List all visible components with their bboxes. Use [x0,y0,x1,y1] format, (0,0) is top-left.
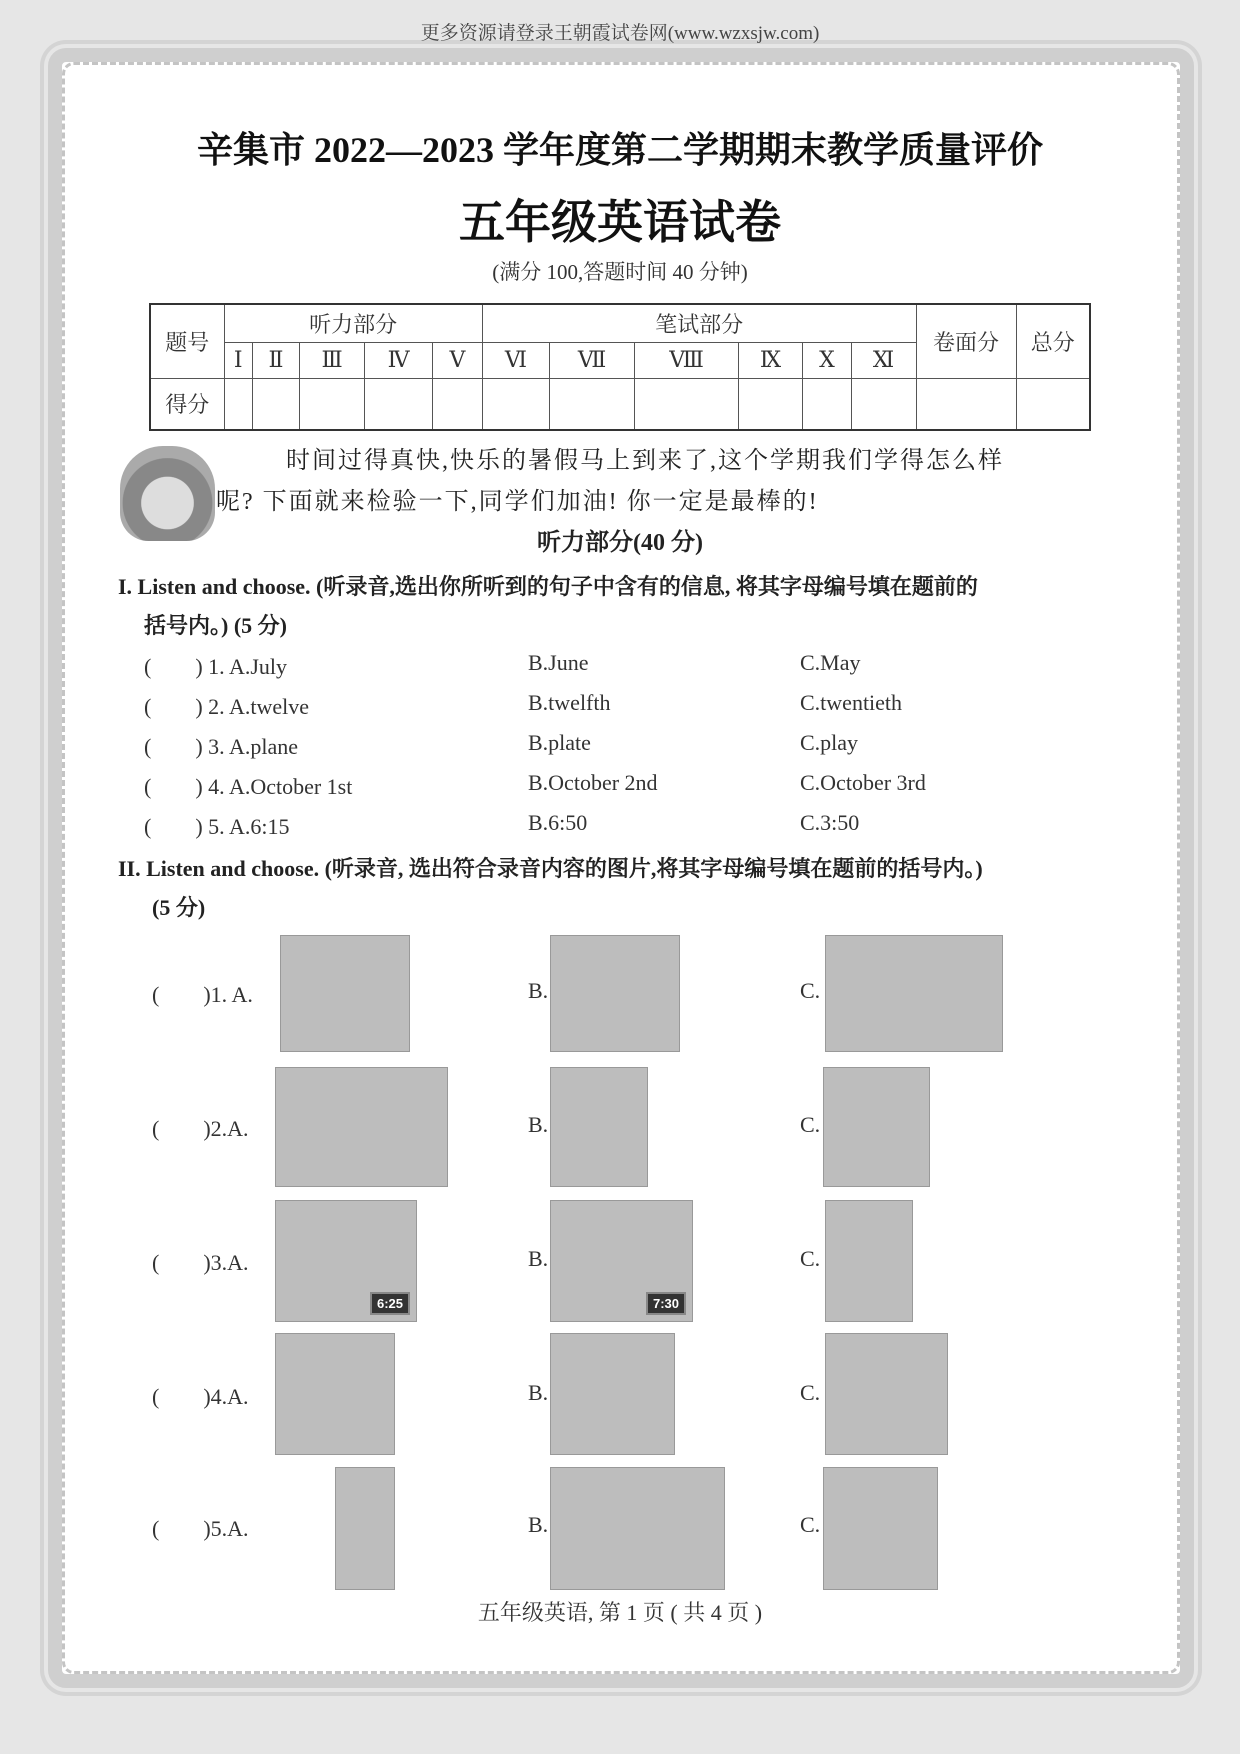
section-numeral: Ⅱ [253,342,300,378]
answer-option-c: C.twentieth [800,690,903,715]
picture-5-b [550,1467,725,1590]
score-cell[interactable] [916,378,1016,430]
neatness-header: 卷面分 [916,304,1016,378]
picture-4-a [275,1333,395,1455]
answer-option-b: B.October 2nd [528,770,658,795]
section-title: 听力部分(40 分) [537,530,703,556]
picture-5-a [335,1467,395,1590]
picture-4-c [825,1333,948,1455]
total-header: 总分 [1016,304,1090,378]
picture-option-label: B. [528,1512,549,1537]
answer-option-b: B.plate [528,730,591,755]
q2-heading [118,852,983,883]
picture-option-label: B. [528,978,549,1003]
picture-3-a [275,1200,417,1322]
intro-line-2: 呢? 下面就来检验一下,同学们加油! 你一定是最棒的! [216,489,819,515]
section-numeral: Ⅴ [432,342,482,378]
picture-2-b [550,1067,648,1187]
answer-option-b: B.June [528,650,589,675]
answer-option-a: ( ) 4. A.October 1st [144,774,353,799]
q1-instruction-2: 括号内。) (5 分) [144,613,287,638]
answer-option-c: C.3:50 [800,810,860,835]
answer-option-a: ( ) 3. A.plane [144,734,298,759]
score-cell[interactable] [224,378,253,430]
picture-option-label: ( )2.A. [152,1116,249,1141]
page-footer: 五年级英语, 第 1 页 ( 共 4 页 ) [477,1600,763,1625]
score-cell[interactable] [549,378,634,430]
exam-title: 辛集市 2022—2023 学年度第二学期期末教学质量评价 [196,130,1043,170]
picture-5-c [823,1467,938,1590]
picture-option-label: B. [528,1380,549,1405]
writing-header: 笔试部分 [482,304,916,342]
answer-option-c: C.play [800,730,859,755]
exam-subject-title: 五年级英语试卷 [459,197,781,248]
answer-option-a: ( ) 5. A.6:15 [144,814,290,839]
score-table [149,303,1091,431]
answer-option-a: ( ) 2. A.twelve [144,694,309,719]
picture-option-label: C. [800,1246,821,1271]
picture-4-b [550,1333,675,1455]
picture-option-label: C. [800,1112,821,1137]
picture-2-c [823,1067,930,1187]
score-cell[interactable] [635,378,738,430]
section-numeral: Ⅹ [803,342,851,378]
clock-display: 6:25 [370,1292,410,1315]
section-numeral: Ⅸ [738,342,803,378]
q1-instruction: (听录音,选出你所听到的句子中含有的信息, 将其字母编号填在题前的 [316,574,978,599]
score-cell[interactable] [299,378,364,430]
score-cell[interactable] [851,378,916,430]
score-label: 得分 [150,378,224,430]
score-cell[interactable] [365,378,433,430]
picture-3-b [550,1200,693,1322]
watermark: 更多资源请登录王朝霞试卷网(www.wzxsjw.com) [420,23,820,44]
picture-option-label: C. [800,1380,821,1405]
picture-option-label: ( )3.A. [152,1250,249,1275]
picture-1-a [280,935,410,1052]
picture-1-b [550,935,680,1052]
q1-title: I. Listen and choose. [118,574,311,599]
section-numeral: Ⅶ [549,342,634,378]
answer-option-c: C.May [800,650,861,675]
section-numeral: Ⅰ [224,342,253,378]
picture-option-label: ( )5.A. [152,1516,249,1541]
section-numeral: Ⅺ [851,342,916,378]
row-header: 题号 [150,304,224,378]
picture-option-label: B. [528,1112,549,1137]
picture-3-c [825,1200,913,1322]
clock-display: 7:30 [646,1292,686,1315]
section-numeral: Ⅷ [635,342,738,378]
score-cell[interactable] [803,378,851,430]
answer-option-a: ( ) 1. A.July [144,654,288,679]
answer-option-c: C.October 3rd [800,770,926,795]
picture-option-label: C. [800,1512,821,1537]
section-numeral: Ⅵ [482,342,549,378]
score-cell[interactable] [253,378,300,430]
score-cell[interactable] [738,378,803,430]
q2-instruction-2: (5 分) [152,895,206,920]
score-cell[interactable] [482,378,549,430]
picture-option-label: B. [528,1246,549,1271]
picture-option-label: ( )4.A. [152,1384,249,1409]
score-cell[interactable] [432,378,482,430]
picture-2-a [275,1067,448,1187]
answer-option-b: B.twelfth [528,690,611,715]
listening-header: 听力部分 [224,304,482,342]
picture-option-label: C. [800,978,821,1003]
answer-option-b: B.6:50 [528,810,588,835]
q2-title: II. Listen and choose. [118,856,320,881]
intro-line-1: 时间过得真快,快乐的暑假马上到来了,这个学期我们学得怎么样 [286,448,1004,474]
q2-instruction: (听录音, 选出符合录音内容的图片,将其字母编号填在题前的括号内。) [324,856,983,881]
exam-info: (满分 100,答题时间 40 分钟) [492,260,748,284]
section-numeral: Ⅳ [365,342,433,378]
score-cell[interactable] [1016,378,1090,430]
q1-heading [118,570,978,601]
section-numeral: Ⅲ [299,342,364,378]
picture-option-label: ( )1. A. [152,982,253,1007]
picture-1-c [825,935,1003,1052]
